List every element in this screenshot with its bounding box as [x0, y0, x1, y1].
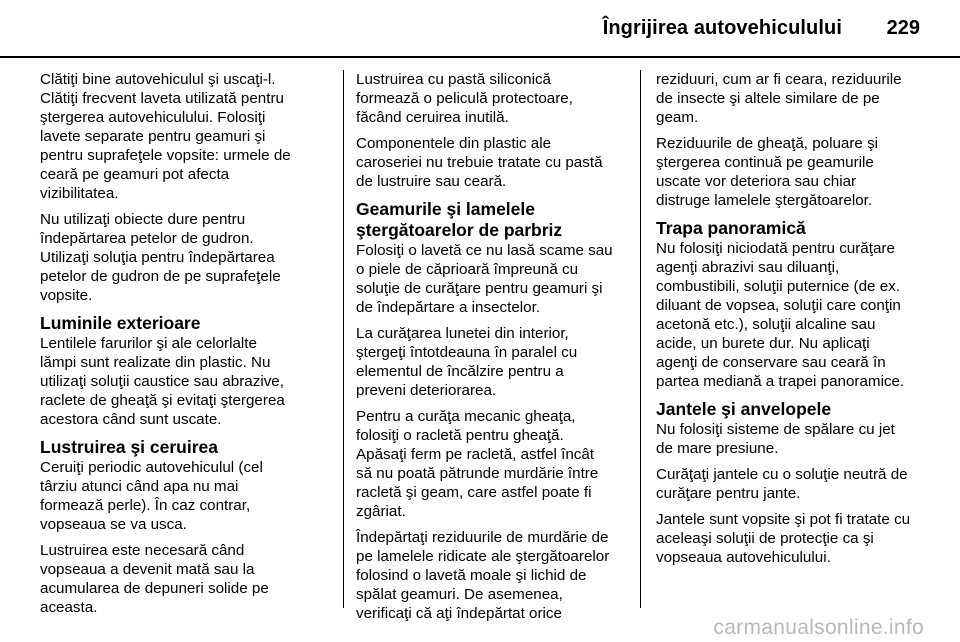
text-line: vopseaua se va usca.	[40, 516, 187, 533]
text-line: ceară pe geamuri pot afecta	[40, 166, 230, 183]
paragraph	[356, 241, 628, 317]
text-line: făcând ceruirea inutilă.	[356, 109, 509, 126]
text-line: Folosiţi o lavetă ce nu lasă scame sau	[356, 242, 613, 259]
text-line: acide, un burete dur. Nu aplicaţi	[656, 335, 870, 352]
section-heading: Lustruirea şi ceruirea	[40, 437, 218, 457]
watermark: carmanualsonline.info	[713, 616, 924, 639]
text-line: Componentele din plastic ale	[356, 135, 552, 152]
page-title: Îngrijirea autovehiculului	[602, 17, 842, 39]
text-line: de mare presiune.	[656, 440, 779, 457]
paragraph	[356, 134, 628, 191]
text-line: uscate vor deteriora sau chiar	[656, 173, 857, 190]
text-line: ştergătoarelor de parbriz	[356, 220, 563, 240]
text-line: ştergeţi întotdeauna în paralel cu	[356, 344, 578, 361]
text-line: caroseriei nu trebuie tratate cu pastă	[356, 154, 603, 171]
text-line: acestora când sunt uscate.	[40, 411, 222, 428]
paragraph	[656, 420, 924, 458]
text-line: Lustruirea cu pastă siliconică	[356, 71, 552, 88]
text-line: Clătiţi frecvent laveta utilizată pentru	[40, 90, 284, 107]
text-line: partea mediană a trapei panoramice.	[656, 373, 905, 390]
section-heading: Luminile exterioare	[40, 313, 201, 333]
text-line: Lustruirea este necesară când	[40, 542, 245, 559]
text-line: formează o peliculă protectoare,	[356, 90, 573, 107]
paragraph	[40, 458, 330, 534]
paragraph	[356, 70, 628, 127]
page-header	[0, 0, 960, 60]
text-line: raclete de gheaţă şi evitaţi ştergerea	[40, 392, 285, 409]
section-heading: Trapa panoramică	[656, 218, 806, 238]
paragraph	[656, 134, 924, 210]
text-line: îndepărtarea petelor de gudron.	[40, 230, 254, 247]
paragraph	[40, 210, 330, 305]
text-line: preveni deteriorarea.	[356, 382, 497, 399]
text-line: Utilizaţi soluţia pentru îndepărtarea	[40, 249, 275, 266]
paragraph	[40, 541, 330, 617]
column-1	[40, 70, 330, 624]
text-line: folosiţi o racletă pentru gheaţă.	[356, 427, 564, 444]
text-line: Geamurile şi lamelele	[356, 199, 535, 219]
text-line: vopseaua a devenit mată sau la	[40, 561, 255, 578]
text-line: racletă şi geam, care astfel poate fi	[356, 484, 592, 501]
text-line: Nu folosiţi sisteme de spălare cu jet	[656, 421, 895, 438]
text-line: o piele de căprioară împreună cu	[356, 261, 579, 278]
text-line: târziu atunci când apa nu mai	[40, 478, 239, 495]
text-line: ştergerea autovehiculului. Folosiţi	[40, 109, 266, 126]
text-line: agenţi abrazivi sau diluanţi,	[656, 259, 840, 276]
text-line: geam.	[656, 109, 699, 126]
text-line: lavete separate pentru geamuri şi	[40, 128, 266, 145]
text-line: Nu utilizaţi obiecte dure pentru	[40, 211, 246, 228]
text-line: folosind o lavetă moale şi lichid de	[356, 567, 587, 584]
text-line: Îndepărtaţi reziduurile de murdărie de	[356, 529, 609, 546]
text-line: de îndepărtare a insectelor.	[356, 299, 541, 316]
column-divider	[343, 70, 344, 608]
text-line: Pentru a curăţa mecanic gheaţa,	[356, 408, 576, 425]
text-line: Nu folosiţi niciodată pentru curăţare	[656, 240, 895, 257]
text-line: aceleaşi soluţii de protecţie ca şi	[656, 530, 874, 547]
text-line: ştergerea continuă pe geamurile	[656, 154, 874, 171]
text-line: verificaţi că aţi îndepărtat orice	[356, 605, 562, 622]
text-line: de insecte şi altele similare de pe	[656, 90, 880, 107]
column-3	[656, 70, 924, 574]
text-line: curăţare pentru jante.	[656, 485, 801, 502]
column-2	[356, 70, 628, 630]
text-line: La curăţarea lunetei din interior,	[356, 325, 569, 342]
text-line: agenţi de conservare sau ceară în	[656, 354, 886, 371]
section-heading	[356, 199, 628, 241]
text-line: combustibili, soluţii puternice (de ex.	[656, 278, 900, 295]
paragraph	[656, 70, 924, 127]
column-divider	[640, 70, 641, 608]
paragraph	[356, 407, 628, 521]
text-line: lămpi sunt realizate din plastic. Nu	[40, 354, 271, 371]
text-line: utilizaţi soluţii caustice sau abrazive,	[40, 373, 284, 390]
text-line: pe lamelele ridicate ale ştergătoarelor	[356, 548, 610, 565]
header-rule	[0, 56, 960, 58]
text-line: Curăţaţi jantele cu o soluţie neutră de	[656, 466, 908, 483]
text-line: elementul de încălzire pentru a	[356, 363, 564, 380]
text-line: reziduuri, cum ar fi ceara, reziduurile	[656, 71, 902, 88]
text-line: Jantele sunt vopsite şi pot fi tratate cu	[656, 511, 911, 528]
paragraph	[656, 465, 924, 503]
paragraph	[656, 239, 924, 391]
text-line: formează perle). În caz contrar,	[40, 497, 251, 514]
paragraph	[40, 70, 330, 203]
text-line: acumularea de depuneri solide pe	[40, 580, 269, 597]
text-line: vizibilitatea.	[40, 185, 119, 202]
text-line: soluţie de curăţare pentru geamuri şi	[356, 280, 603, 297]
page-number: 229	[886, 17, 920, 39]
paragraph	[356, 324, 628, 400]
text-line: aceasta.	[40, 599, 98, 616]
paragraph	[40, 334, 330, 429]
text-line: distruge lamelele ştergătoarelor.	[656, 192, 873, 209]
paragraph	[656, 510, 924, 567]
text-line: vopsite.	[40, 287, 93, 304]
text-line: acetonă etc.), soluţii alcaline sau	[656, 316, 876, 333]
text-line: să nu poată pătrunde murdărie între	[356, 465, 599, 482]
text-line: de lustruire sau ceară.	[356, 173, 507, 190]
text-line: Lentilele farurilor şi ale celorlalte	[40, 335, 257, 352]
text-line: Reziduurile de gheaţă, poluare şi	[656, 135, 879, 152]
text-line: petelor de gudron de pe suprafeţele	[40, 268, 281, 285]
text-line: spălat geamuri. De asemenea,	[356, 586, 563, 603]
text-line: pentru suprafeţele vopsite: urmele de	[40, 147, 291, 164]
paragraph	[356, 528, 628, 623]
text-line: vopseaua autovehiculului.	[656, 549, 831, 566]
text-line: Apăsaţi ferm pe racletă, astfel încât	[356, 446, 595, 463]
text-line: Clătiţi bine autovehiculul şi uscaţi-l.	[40, 71, 276, 88]
section-heading: Jantele şi anvelopele	[656, 399, 832, 419]
text-line: diluant de vopsea, soluţii care conţin	[656, 297, 901, 314]
text-line: Ceruiţi periodic autovehiculul (cel	[40, 459, 263, 476]
text-line: zgâriat.	[356, 503, 406, 520]
